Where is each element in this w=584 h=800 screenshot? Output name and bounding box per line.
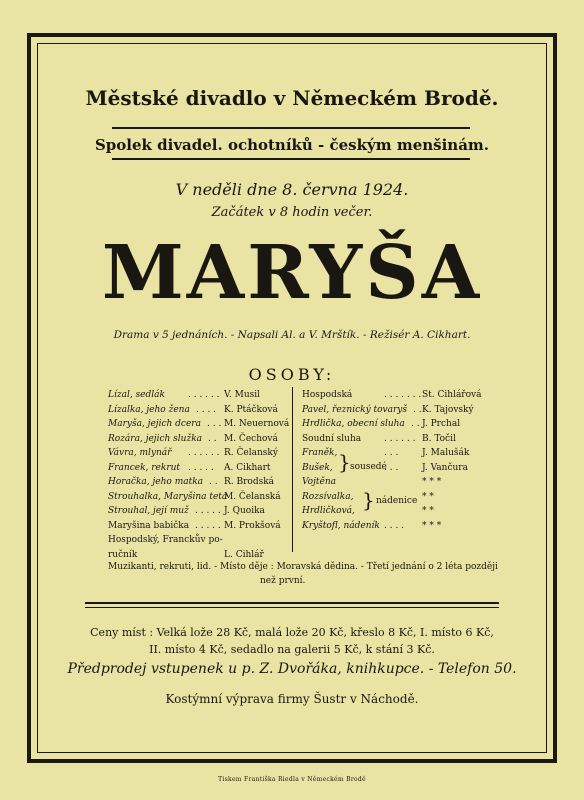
setting-note-line: než první. (260, 576, 306, 586)
cast-actor: M. Čelanská (224, 491, 281, 502)
cast-actor: L. Cihlář (224, 549, 264, 560)
presale-info: Předprodej vstupenek u p. Z. Dvořáka, knihkupce. - Telefon 50. (67, 661, 517, 677)
cast-role: Maryšina babička (108, 520, 190, 531)
cast-leader-dots: . . . . . (195, 506, 221, 516)
cast-role: Strouhal, její muž (108, 506, 189, 516)
cast-leader-dots: . . . . . (195, 520, 221, 531)
prices-line: II. místo 4 Kč, sedadlo na galerii 5 Kč, k stání 3 Kč. (149, 643, 435, 656)
ticket-prices (0, 624, 584, 658)
cast-actor: R. Brodská (224, 477, 275, 487)
cast-actor: J. Quoika (224, 506, 265, 516)
cast-leader-dots: . . . . . . (384, 433, 416, 444)
cast-actor: V. Musil (224, 390, 261, 400)
play-title: MARYŠA (101, 230, 483, 316)
start-time: Začátek v 8 hodin večer. (211, 205, 373, 220)
divider (85, 607, 499, 608)
cast-actor: R. Čelanský (224, 448, 278, 458)
cast-role: Horačka, jeho matka (108, 477, 204, 487)
cast-leader-dots: . . (413, 404, 422, 415)
cast-leader-dots: . . . (384, 448, 399, 458)
brace: } (362, 488, 375, 512)
cast-leader-dots: . . (208, 433, 217, 444)
brace: } (338, 450, 351, 474)
setting-note-line: Muzikanti, rekruti, lid. - Místo děje : Moravská dědina. - Třetí jednání o 2 léta později (108, 562, 498, 572)
cast-actor: B. Točil (422, 433, 456, 444)
cast-actor: J. Malušák (422, 448, 470, 458)
cast-actor: St. Cihlářová (422, 390, 482, 400)
cast-actor: * * (422, 491, 434, 502)
column-divider (292, 387, 293, 552)
performance-date: V neděli dne 8. června 1924. (175, 180, 409, 199)
cast-actor: J. Prchal (422, 419, 461, 429)
cast-leader-dots: . . . (207, 419, 222, 429)
divider (112, 127, 470, 129)
play-subtitle: Drama v 5 jednáních. - Napsali Al. a V. Mrštík. - Režisér A. Cikhart. (113, 329, 471, 341)
cast-role: ručník (108, 549, 138, 560)
cast-role: Hospodská (302, 390, 353, 400)
cast-role: Maryša, jejich dcera (108, 419, 201, 429)
cast-leader-dots: . . (209, 477, 218, 487)
cast-leader-dots: . . . . . (188, 462, 214, 473)
cast-role: Soudní sluha (302, 433, 362, 444)
society-name: Spolek divadel. ochotníků - českým menšinám. (94, 136, 490, 154)
group-label-labourers: nádenice (376, 496, 418, 506)
cast-role: Lízalka, jeho žena (108, 404, 190, 415)
cast-role: Lízal, sedlák (108, 390, 165, 400)
cast-actor: * * * (422, 477, 442, 487)
cast-leader-dots: . . (411, 419, 420, 429)
cast-role: Kryštofl, nádeník (302, 520, 380, 531)
cast-role: Strouhalka, Maryšina teta (108, 491, 228, 502)
cast-role: Vávra, mlynář (108, 448, 172, 458)
cast-actor: M. Neuernová (224, 419, 290, 429)
cast-role: Hrdlička, obecní sluha (302, 419, 405, 429)
cast-role: Vojtěna (302, 477, 336, 487)
cast-role: Hrdličková, (302, 506, 355, 516)
cast-role: Hospodský, Franckův po- (108, 535, 223, 545)
cast-actor: K. Ptáčková (224, 404, 278, 415)
cast-leader-dots: . . . . (196, 404, 217, 415)
cast-actor: J. Vančura (422, 462, 468, 473)
cast-role: Bušek, (302, 462, 333, 473)
cast-actor: A. Cikhart (224, 462, 271, 473)
prices-line: Ceny míst : Velká lože 28 Kč, malá lože 20 Kč, křeslo 8 Kč, I. místo 6 Kč, (90, 626, 494, 639)
cast-leader-dots: . . . . . . (188, 390, 220, 400)
cast-leader-dots: . . . . . . . (384, 390, 422, 400)
group-label-neighbours: sousedé (350, 462, 387, 472)
cast-role: Rozsívalka, (302, 491, 354, 502)
cast-role: Rozára, jejich služka (108, 433, 203, 444)
cast-role: Francek, rekrut (108, 462, 181, 473)
cast-leader-dots: . . . . (384, 520, 405, 531)
cast-actor: * * * (422, 520, 442, 531)
cast-role: Pavel, řeznický tovaryš (302, 404, 408, 415)
cast-leader-dots: . . . (384, 462, 399, 473)
cast-actor: M. Prokšová (224, 520, 281, 531)
cast-heading: OSOBY: (248, 365, 336, 384)
printer-credit: Tiskem Františka Riedla v Německém Brodě (218, 776, 366, 783)
cast-actor: K. Tajovský (422, 404, 474, 415)
cast-role: Franěk, (302, 448, 338, 458)
theatre-name: Městské divadlo v Německém Brodě. (85, 86, 499, 110)
cast-leader-dots: . . . . . . (188, 448, 220, 458)
costume-credit: Kostýmní výprava firmy Šustr v Náchodě. (165, 692, 419, 706)
divider (85, 602, 499, 604)
divider (112, 158, 470, 160)
cast-actor: * * (422, 506, 434, 516)
setting-note (108, 560, 498, 588)
cast-actor: M. Čechová (224, 433, 278, 444)
